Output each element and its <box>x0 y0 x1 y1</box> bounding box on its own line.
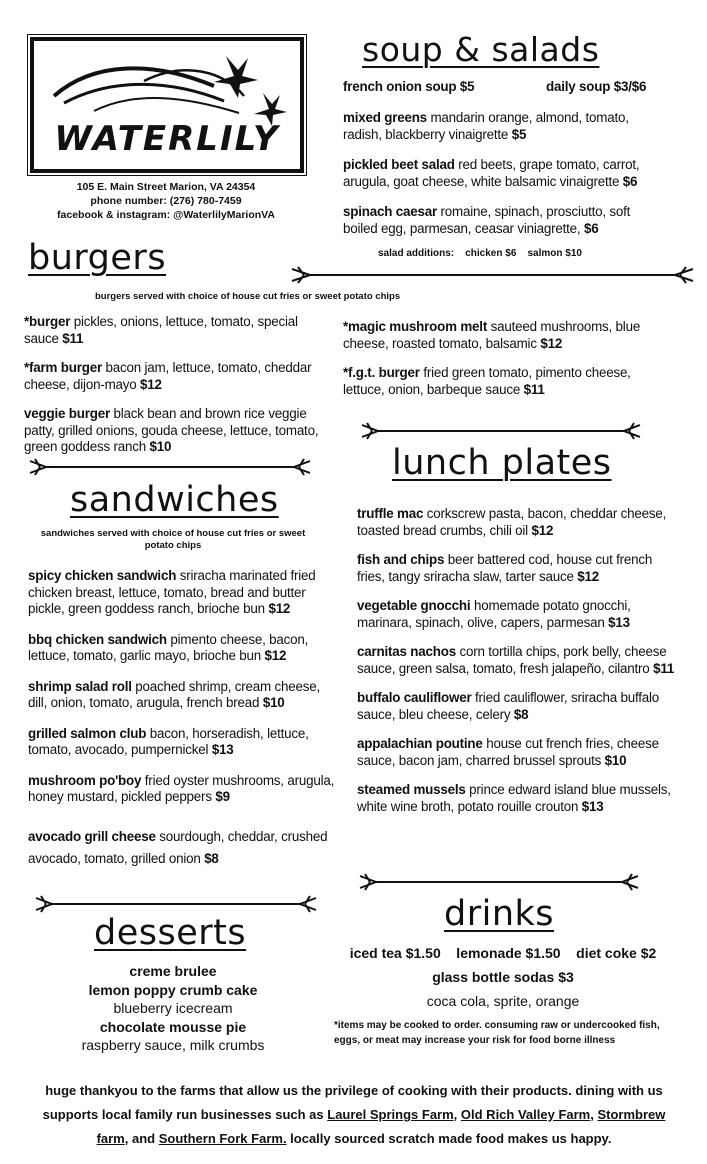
menu-item: mushroom po'boy fried oyster mushrooms, arugula, honey mustard, pickled peppers $9 <box>28 772 335 804</box>
menu-item: grilled salmon club bacon, horseradish, lettuce, tomato, avocado, pumpernickel $13 <box>28 725 309 757</box>
soup-salads-heading: soup & salads <box>362 30 600 69</box>
menu-item: fish and chips beer battered cod, house cut french fries, tangy sriracha slaw, tarter sauce $12 <box>357 552 653 584</box>
dessert-item: creme brulee <box>129 963 217 979</box>
logo <box>30 37 304 173</box>
waterlily-flower-icon <box>34 41 300 131</box>
vine-divider-icon <box>358 871 640 893</box>
menu-item: steamed mussels prince edward island blue mussels, white wine broth, potato rouille crouton $13 <box>357 782 671 814</box>
menu-item: *magic mushroom melt sauteed mushrooms, blue cheese, roasted tomato, balsamic $12 <box>343 319 641 351</box>
burgers-left-list <box>24 314 324 456</box>
drinks-line: coca cola, sprite, orange <box>426 993 580 1009</box>
desserts-heading: desserts <box>94 913 247 953</box>
menu-item: shrimp salad roll poached shrimp, cream cheese, dill, onion, tomato, arugula, french bread $10 <box>28 678 321 710</box>
french-onion-soup: french onion soup $5 <box>343 79 475 94</box>
menu-item: spicy chicken sandwich sriracha marinated fried chicken breast, lettuce, tomato, bread and butter pickle, green goddess ranch, brioche bun $12 <box>28 568 316 616</box>
burgers-note: burgers served with choice of house cut fries or sweet potato chips <box>95 291 401 302</box>
burgers-heading: burgers <box>28 238 167 278</box>
menu-item: carnitas nachos corn tortilla chips, pork belly, cheese sauce, green salsa, tomato, fresh jalapeño, cilantro $11 <box>357 644 675 676</box>
drinks-line: glass bottle sodas $3 <box>432 969 574 985</box>
salad-additions: salad additions: chicken $6 salmon $10 <box>378 248 582 259</box>
menu-item: *farm burger bacon jam, lettuce, tomato, cheddar cheese, dijon-mayo $12 <box>24 360 312 392</box>
drinks-line: iced tea $1.50 lemonade $1.50 diet coke $2 <box>349 945 657 961</box>
address: 105 E. Main Street Marion, VA 24354 <box>76 181 256 193</box>
menu-item: veggie burger black bean and brown rice veggie patty, grilled onions, gouda cheese, lettuce, tomato, green goddess ranch $10 <box>24 406 319 454</box>
menu-item: bbq chicken sandwich pimento cheese, bacon, lettuce, tomato, garlic mayo, brioche bun $12 <box>28 631 309 663</box>
farm-name: Laurel Springs Farm <box>327 1107 454 1122</box>
vine-divider-icon <box>360 420 642 442</box>
burgers-right-list <box>343 319 663 398</box>
sandwiches-note: sandwiches served with choice of house cut fries or sweet potato chips <box>40 528 306 551</box>
consumer-warning: *items may be cooked to order. consuming raw or undercooked fish, eggs, or meat may increase your risk for food borne illness <box>334 1020 660 1046</box>
farm-name: Southern Fork Farm. <box>158 1131 287 1146</box>
drinks-list <box>336 941 670 1013</box>
menu-item: appalachian poutine house cut french fries, cheese sauce, bacon jam, charred brussel sprouts $10 <box>357 736 659 768</box>
menu-item: *f.g.t. burger fried green tomato, pimento cheese, lettuce, onion, barbeque sauce $11 <box>343 365 631 397</box>
contact-block <box>20 180 312 222</box>
menu-item: avocado grill cheese sourdough, cheddar, crushed avocado, tomato, grilled onion $8 <box>28 828 328 866</box>
farm-name: Stormbrew farm <box>96 1107 666 1146</box>
menu-item: vegetable gnocchi homemade potato gnocchi, marinara, spinach, olive, capers, parmesan $13 <box>357 598 631 630</box>
vine-divider-icon <box>290 263 695 287</box>
phone: phone number: (276) 780-7459 <box>90 195 242 207</box>
menu-item: truffle mac corkscrew pasta, bacon, cheddar cheese, toasted bread crumbs, chili oil $12 <box>357 506 667 538</box>
dessert-list <box>52 962 294 1055</box>
drinks-heading: drinks <box>444 894 555 934</box>
menu-item: pickled beet salad red beets, grape tomato, carrot, arugula, goat cheese, white balsamic vinaigrette $6 <box>343 157 640 189</box>
social-handle: facebook & instagram: @WaterlilyMarionVA <box>57 209 275 221</box>
sandwich-list <box>28 568 336 870</box>
logo-wordmark: WATERLILY <box>54 119 280 159</box>
menu-item: *burger pickles, onions, lettuce, tomato, special sauce $11 <box>24 314 298 346</box>
dessert-item: chocolate mousse pie <box>99 1018 247 1035</box>
menu-item: mixed greens mandarin orange, almond, tomato, radish, blackberry vinaigrette $5 <box>343 110 629 142</box>
farm-name: Old Rich Valley Farm <box>460 1107 591 1122</box>
dessert-item: blueberry icecream <box>113 1000 233 1016</box>
menu-item: spinach caesar romaine, spinach, prosciutto, soft boiled egg, parmesan, ceasar viniagrette, $6 <box>343 204 631 236</box>
footer-note: huge thankyou to the farms that allow us the privilege of cooking with their products. dining with us supports local family run businesses such as Laurel Springs Farm, Old Rich Valley Farm, Stormbrew farm, and Southern Fork Farm. locally sourced scratch made food makes us happy. <box>42 1083 666 1146</box>
menu-item: buffalo cauliflower fried cauliflower, sriracha buffalo sauce, bleu cheese, celery $8 <box>357 690 660 722</box>
dessert-item: raspberry sauce, milk crumbs <box>81 1037 265 1053</box>
lunch-plates-heading: lunch plates <box>392 443 612 483</box>
daily-soup: daily soup $3/$6 <box>546 79 647 94</box>
vine-divider-icon <box>34 893 318 915</box>
sandwiches-heading: sandwiches <box>70 480 279 520</box>
lunch-list <box>357 506 677 815</box>
vine-divider-icon <box>28 456 312 478</box>
dessert-item: lemon poppy crumb cake <box>88 981 258 998</box>
salad-list <box>343 110 663 237</box>
